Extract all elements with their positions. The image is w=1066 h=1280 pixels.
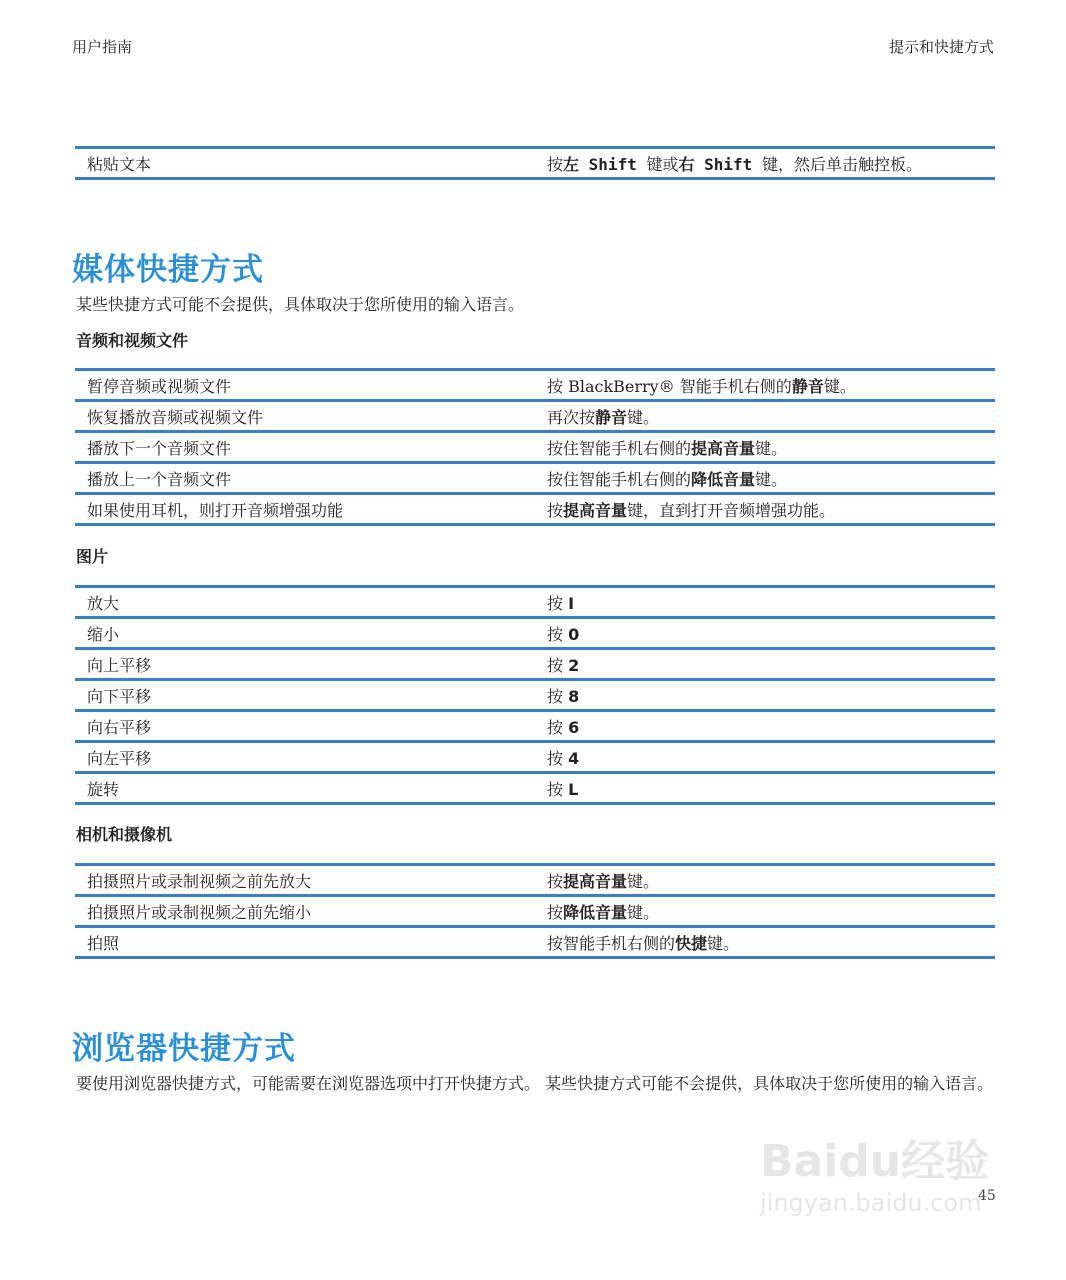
table-row [75,464,995,495]
key-name: 2 [568,655,580,675]
key-name: 快捷 [675,933,708,953]
shortcut-action: 如果使用耳机，则打开音频增强功能 [87,500,344,520]
key-name: 静音 [791,376,824,396]
key-name: 降低音量 [691,469,756,489]
table-row [75,743,995,774]
table-row [75,619,995,650]
instruction-text: 按 [547,871,564,891]
watermark-url: jingyan.baidu.com [760,1189,982,1217]
key-name: 提高音量 [691,438,756,458]
table-row [75,149,995,180]
instruction-text: 键。 [627,871,660,891]
shortcut-action: 播放下一个音频文件 [87,438,232,458]
shortcut-action: 暂停音频或视频文件 [87,376,232,396]
instruction-text: 按 [547,686,569,706]
key-name: 提高音量 [563,871,628,891]
shortcut-action: 向上平移 [87,655,152,675]
table-row [75,433,995,464]
shortcut-keys [547,900,995,923]
shortcut-action: 拍照 [87,933,120,953]
table-audio [75,368,995,526]
table-row [75,897,995,928]
instruction-text: 键。 [627,902,660,922]
shortcut-action: 向下平移 [87,686,152,706]
table-row [75,495,995,526]
shortcut-keys [547,869,995,892]
key-name: Shift [694,154,762,174]
instruction-text: 按 [547,593,569,613]
audio-heading: 音频和视频文件 [76,331,189,350]
shortcut-keys [547,931,995,954]
table-row [75,681,995,712]
instruction-text: 按住智能手机右侧的 [547,469,692,489]
shortcut-keys [547,715,995,738]
page-number: 45 [978,1188,996,1204]
instruction-text: 按 [547,154,564,174]
media-intro: 某些快捷方式可能不会提供，具体取决于您所使用的输入语言。 [76,295,525,314]
shortcut-action: 播放上一个音频文件 [87,469,232,489]
table-row [75,402,995,433]
shortcut-keys [547,436,995,459]
instruction-text: 按 [547,779,569,799]
shortcut-keys [547,777,995,800]
shortcut-keys [547,374,995,397]
table-row [75,650,995,681]
instruction-text: 键。 [627,407,660,427]
key-name: L [568,779,579,799]
shortcut-keys [547,405,995,428]
instruction-text: 键。 [823,376,856,396]
shortcut-action: 拍摄照片或录制视频之前先缩小 [87,902,312,922]
shortcut-keys [547,152,995,175]
instruction-text: 再次按 [547,407,596,427]
shortcut-action: 向左平移 [87,748,152,768]
media-heading: 媒体快捷方式 [72,252,264,288]
instruction-text: 按 [547,655,569,675]
table-pictures [75,585,995,805]
key-name: 提高音量 [563,500,628,520]
table-row [75,774,995,805]
shortcut-action: 向右平移 [87,717,152,737]
instruction-text: 键。 [707,933,740,953]
shortcut-action: 缩小 [87,624,120,644]
shortcut-action: 恢复播放音频或视频文件 [87,407,264,427]
camera-heading: 相机和摄像机 [76,825,173,844]
watermark-logo [760,1125,989,1217]
shortcut-action: 放大 [87,593,120,613]
header-left: 用户指南 [72,38,133,56]
key-name: 降低音量 [563,902,628,922]
key-name: 右 [678,154,695,174]
table-row [75,712,995,743]
shortcut-keys [547,591,995,614]
instruction-text: 按 [547,624,569,644]
key-name: 4 [568,748,580,768]
table-camera [75,863,995,959]
shortcut-keys [547,467,995,490]
key-name: I [568,593,575,613]
instruction-text: 按 [547,902,564,922]
instruction-text: 按智能手机右侧的 [547,933,676,953]
table-paste [75,146,995,180]
instruction-text: 按 [547,500,564,520]
shortcut-action: 旋转 [87,779,120,799]
table-row [75,588,995,619]
shortcut-keys [547,684,995,707]
key-name: 0 [568,624,580,644]
instruction-text: 键，然后单击触控板。 [761,154,922,174]
pictures-heading: 图片 [76,547,109,566]
instruction-text: 按 [547,717,569,737]
shortcut-keys [547,746,995,769]
instruction-text: 键。 [755,438,788,458]
instruction-text: 键。 [755,469,788,489]
key-name: 6 [568,717,580,737]
key-name: Shift [579,154,647,174]
shortcut-action: 拍摄照片或录制视频之前先放大 [87,871,312,891]
browser-heading: 浏览器快捷方式 [72,1031,296,1067]
table-row [75,866,995,897]
header-right: 提示和快捷方式 [888,38,994,56]
watermark-logo-text: Baidu经验 [760,1136,990,1187]
browser-intro: 要使用浏览器快捷方式，可能需要在浏览器选项中打开快捷方式。 某些快捷方式可能不会提供，具体取决于您所使用的输入语言。 [76,1074,994,1093]
instruction-text: 键或 [646,154,679,174]
key-name: 8 [568,686,580,706]
shortcut-keys [547,622,995,645]
shortcut-action: 粘贴文本 [87,154,152,174]
instruction-text: 按 [547,748,569,768]
instruction-text: 按住智能手机右侧的 [547,438,692,458]
instruction-text: 键，直到打开音频增强功能。 [627,500,836,520]
shortcut-keys [547,653,995,676]
key-name: 左 [563,154,580,174]
shortcut-keys [547,498,995,521]
key-name: 静音 [595,407,628,427]
table-row [75,928,995,959]
instruction-text: 按 BlackBerry® 智能手机右侧的 [547,376,792,396]
table-row [75,371,995,402]
